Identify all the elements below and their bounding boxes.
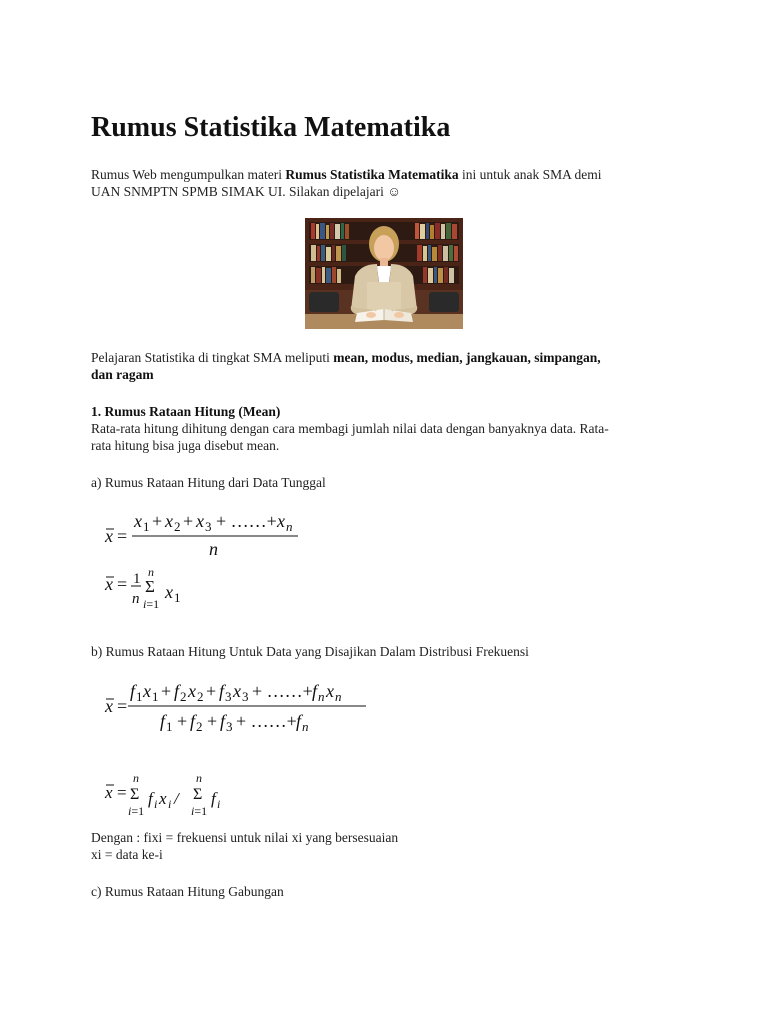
intro-line-1 [91, 166, 691, 183]
svg-text:+: + [152, 511, 163, 531]
svg-text:x: x [165, 511, 173, 531]
svg-text:n: n [132, 591, 140, 607]
svg-text:x: x [326, 681, 334, 701]
svg-text:x: x [105, 574, 113, 594]
scope-text: Pelajaran Statistika di tingkat SMA meliputi [91, 350, 334, 365]
formula-mean-frequency [100, 675, 380, 735]
svg-text:2: 2 [180, 689, 187, 704]
svg-text:x: x [143, 681, 151, 701]
svg-text:+: + [207, 711, 218, 731]
svg-text:=: = [117, 574, 128, 594]
description-line-2: rata hitung bisa juga disebut mean. [91, 438, 280, 453]
description-line-1: Rata-rata hitung dihitung dengan cara membagi jumlah nilai data dengan banyaknya data. Rata- [91, 421, 609, 436]
svg-text:/: / [174, 789, 179, 808]
intro-line-2 [91, 183, 691, 200]
svg-text:x: x [134, 511, 142, 531]
svg-text:n: n [209, 539, 218, 559]
svg-text:=: = [117, 696, 128, 716]
svg-text:f: f [296, 711, 302, 731]
svg-text:f: f [130, 681, 136, 701]
note-line-2: xi = data ke-i [91, 847, 163, 862]
svg-text:f: f [219, 681, 225, 701]
svg-text:+ ……+: + ……+ [252, 681, 313, 701]
svg-text:x: x [277, 511, 285, 531]
intro-text: Rumus Web mengumpulkan materi [91, 167, 286, 182]
svg-text:f: f [220, 711, 226, 731]
intro-paragraph [91, 166, 691, 200]
svg-text:2: 2 [174, 519, 181, 534]
svg-text:f: f [211, 789, 216, 808]
svg-text:x: x [196, 511, 204, 531]
svg-text:1: 1 [133, 571, 141, 587]
svg-text:n: n [148, 565, 154, 579]
svg-text:3: 3 [225, 689, 232, 704]
svg-text:x: x [233, 681, 241, 701]
section-description [91, 420, 691, 454]
svg-text:=: = [117, 783, 127, 802]
svg-text:Σ: Σ [193, 786, 203, 803]
svg-text:f: f [312, 681, 318, 701]
svg-text:2: 2 [197, 689, 204, 704]
svg-text:Σ: Σ [145, 577, 155, 596]
svg-text:i=1: i=1 [191, 804, 208, 818]
scope-paragraph [91, 349, 681, 383]
svg-text:x: x [159, 789, 167, 808]
section-heading-mean: 1. Rumus Rataan Hitung (Mean) [91, 404, 281, 419]
svg-text:n: n [318, 689, 325, 704]
svg-text:3: 3 [226, 719, 233, 734]
svg-text:1: 1 [152, 689, 159, 704]
subheading-b: b) Rumus Rataan Hitung Untuk Data yang Disajikan Dalam Distribusi Frekuensi [91, 644, 529, 659]
svg-text:1: 1 [174, 590, 181, 605]
formula-mean-sigma-frequency [100, 772, 250, 822]
svg-text:n: n [335, 689, 342, 704]
svg-text:i=1: i=1 [143, 597, 160, 611]
svg-text:+ ……+: + ……+ [236, 711, 297, 731]
svg-text:+: + [183, 511, 194, 531]
svg-text:f: f [174, 681, 180, 701]
svg-text:i: i [168, 797, 172, 811]
subheading-a: a) Rumus Rataan Hitung dari Data Tunggal [91, 475, 326, 490]
svg-text:f: f [160, 711, 166, 731]
svg-text:+: + [161, 681, 172, 701]
svg-text:1: 1 [136, 689, 143, 704]
svg-text:=: = [117, 526, 128, 546]
svg-text:x: x [105, 526, 113, 546]
svg-text:f: f [148, 789, 153, 808]
scope-line-1 [91, 349, 681, 366]
subheading-c: c) Rumus Rataan Hitung Gabungan [91, 884, 284, 899]
svg-text:x: x [188, 681, 196, 701]
svg-text:1: 1 [143, 519, 150, 534]
svg-text:3: 3 [205, 519, 212, 534]
svg-text:n: n [286, 519, 293, 534]
svg-text:i: i [217, 797, 221, 811]
svg-text:+: + [177, 711, 188, 731]
svg-text:3: 3 [242, 689, 249, 704]
svg-text:+ ……+: + ……+ [216, 511, 277, 531]
svg-text:n: n [302, 719, 309, 734]
svg-text:f: f [190, 711, 196, 731]
svg-text:1: 1 [166, 719, 173, 734]
svg-text:i: i [154, 797, 158, 811]
svg-text:x: x [105, 696, 113, 716]
svg-text:2: 2 [196, 719, 203, 734]
intro-text-after: ini untuk anak SMA demi [458, 167, 602, 182]
notation-note [91, 829, 691, 863]
svg-text:i=1: i=1 [128, 804, 145, 818]
teacher-photo [305, 218, 463, 329]
scope-bold-text-2: dan ragam [91, 367, 154, 382]
formula-mean-single [100, 505, 320, 560]
note-line-1: Dengan : fixi = frekuensi untuk nilai xi yang bersesuaian [91, 830, 399, 845]
svg-text:+: + [206, 681, 217, 701]
svg-text:n: n [196, 772, 202, 785]
page-title: Rumus Statistika Matematika [91, 112, 451, 143]
smiley-icon: ☺ [387, 184, 402, 199]
intro-bold-text: Rumus Statistika Matematika [285, 167, 459, 182]
scope-bold-text: mean, modus, median, jangkauan, simpangan, [333, 350, 601, 365]
svg-text:x: x [165, 582, 173, 602]
intro-text-line2: UAN SNMPTN SPMB SIMAK UI. Silakan dipelajari [91, 184, 388, 199]
svg-text:Σ: Σ [130, 786, 140, 803]
formula-mean-sigma [100, 565, 210, 615]
svg-text:x: x [105, 783, 113, 802]
svg-text:n: n [133, 772, 139, 785]
